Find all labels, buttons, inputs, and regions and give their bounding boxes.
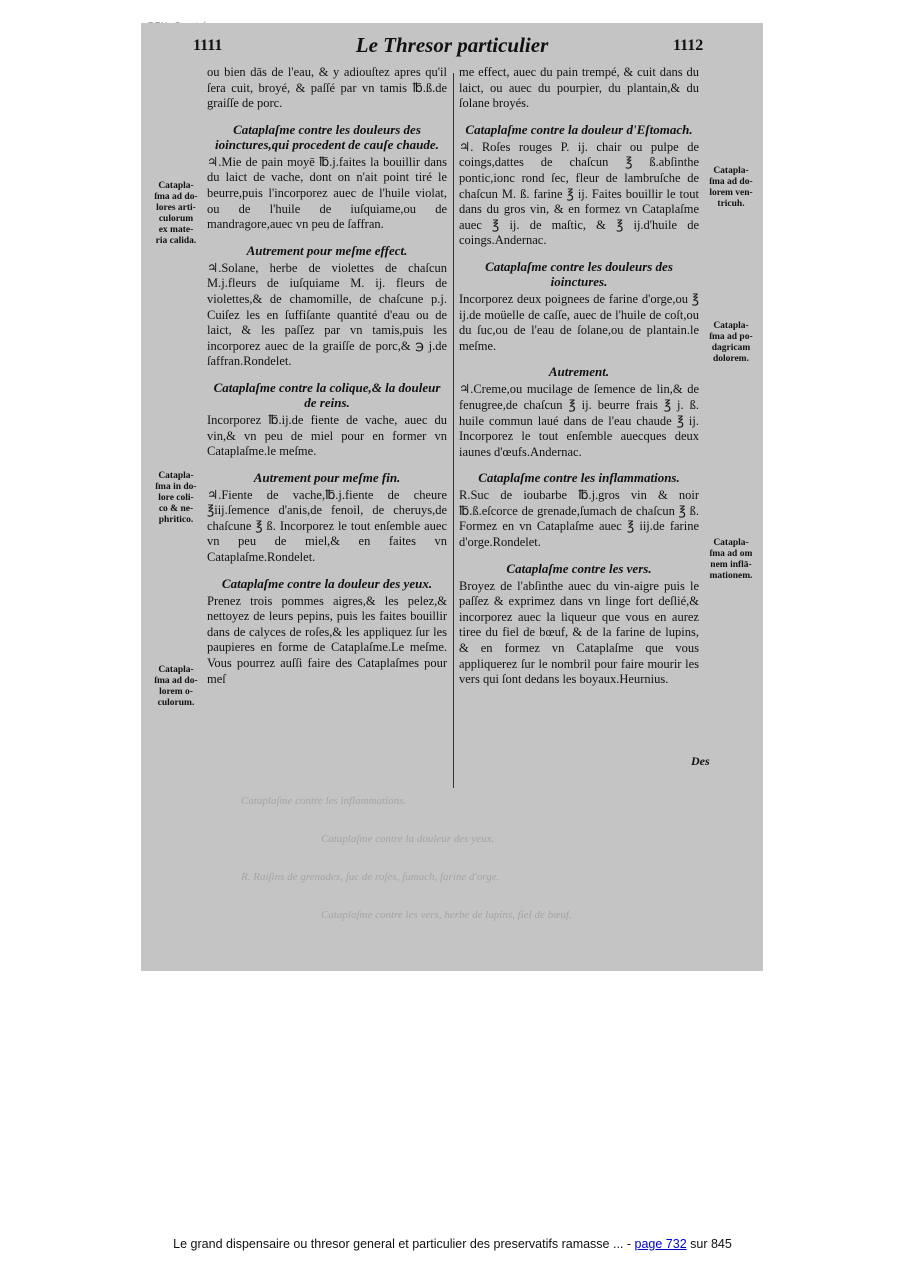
margin-note-colico: Catapla- ſma in do- lore coli- co & ne- phritico. xyxy=(155,471,197,525)
bleed-through-line: R. Raiſins de grenades, ſuc de roſes, ſumach, farine d'orge. xyxy=(241,871,500,883)
left-column-paragraph: ♃.Fiente de vache,℔.j.fiente de cheure ℥iij.ſemence d'anis,de fenoil, de cheruys,de chaſcune ℥ ß. Incorporez le tout enſemble auec vn peu de miel,& en faites vn Cataplaſme.Rondelet. xyxy=(207,487,447,565)
page-link[interactable]: page 732 xyxy=(634,1237,687,1251)
bleed-through-line: Cataplaſme contre la douleur des yeux. xyxy=(321,833,495,845)
left-column-heading: Cataplaſme contre la douleur des yeux. xyxy=(221,575,433,591)
margin-note-articulorum: Catapla- ſma ad do- lores arti- culorum ex mate- ria calida. xyxy=(154,181,198,246)
left-column-paragraph: ♃.Solane, herbe de violettes de chaſcun M.j.fleurs de iuſquiame M. ij. fleurs de violettes,& de chamomille, de chaſcune p.j. Cuiſez les en ſuffiſante quantité d'eau ou de laict, & les paſſez par vn tamis,puis les incorporez auec de la graiſſe de porc,& ℈ j.de ſaffran.Rondelet. xyxy=(207,260,447,369)
right-column-heading: Cataplaſme contre les inflammations. xyxy=(478,470,680,486)
running-title: Le Thresor particulier xyxy=(355,33,549,57)
right-column-paragraph: R.Suc de ioubarbe ℔.j.gros vin & noir ℔.ß.eſcorce de grenade,ſumach de chaſcun ℥ ß. Formez en vn Cataplaſme auec ℥ iij.de farine d'orge.Rondelet. xyxy=(459,488,699,550)
left-column-paragraph: Prenez trois pommes aigres,& les pelez,& nettoyez de leurs pepins, puis les faites bouillir dans de calyces de roſes,& les appliquez ſur les paupieres en forme de Cataplaſme.Le meſme. Vous pourrez auſſi faire des Cataplaſmes pour meſ xyxy=(207,593,447,686)
right-text-column xyxy=(459,65,699,692)
catchword: Des xyxy=(691,754,710,768)
left-text-column xyxy=(207,65,447,691)
right-column-paragraph: ♃. Roſes rouges P. ij. chair ou pulpe de coings,dattes de chaſcun ℥ ß.abſinthe pontic,ionc rond ſec, fleur de lambruſche de chaſcun M. ß. farine ℥ ij. Faites bouillir le tout dans du gros vin, & en formez vn Cataplaſme auec ℥ ij. de maſtic, & ℥ ij.d'huile de coings.Andernac. xyxy=(459,139,699,248)
bleed-through-line: Cataplaſme contre les inflammations. xyxy=(241,795,407,807)
footer-title: Le grand dispensaire ou thresor general et particulier des preservatifs ramasse ... - xyxy=(173,1237,635,1251)
left-column-heading: Cataplaſme contre les douleurs des ioinctures,qui procedent de cauſe chaude. xyxy=(215,121,439,152)
margin-note-ventriculum: Catapla- ſma ad do- lorem ven- tricuh. xyxy=(709,166,753,209)
margin-note-oculorum: Catapla- ſma ad do- lorem o- culorum. xyxy=(154,665,198,708)
footer-page-count: sur 845 xyxy=(686,1237,732,1251)
right-column-paragraph: Incorporez deux poignees de farine d'orge,ou ℥ ij.de moüelle de caſſe, auec de l'huile de coſt,ou du ſuc,ou de l'eau de ſolane,ou de plantain.le meſme. xyxy=(459,291,699,353)
left-column-paragraph: ♃.Mie de pain moyē ℔.j.faites la bouillir dans du laict de vache, dont on n'ait point tiré le beurre,puis l'incorporez auec de l'huile violat, ou de l'huile de iuſquiame,ou de mandragore,auec vn peu de ſaffran. xyxy=(207,154,447,232)
right-column-heading: Cataplaſme contre les douleurs des ioinctures. xyxy=(485,258,673,289)
right-column-heading: Cataplaſme contre la douleur d'Eſtomach. xyxy=(465,121,693,137)
right-column-paragraph: Broyez de l'abſinthe auec du vin-aigre puis le paſſez & exprimez dans vn linge fort deſlié,& incorporez auec la liqueur que vous en aurez tiree du fiel de bœuf, & de la farine de lupins, & en formez vn Cataplaſme que vous appliquerez ſur le nombril pour faire mourir les vers qui ſont dedans les boyaux.Heurnius. xyxy=(459,578,699,687)
column-divider xyxy=(453,73,454,788)
bleed-through-text xyxy=(201,793,721,963)
right-page-number: 1112 xyxy=(673,37,704,54)
right-column-heading: Autrement. xyxy=(548,364,610,380)
left-page-number: 1111 xyxy=(193,37,223,54)
footer-caption xyxy=(0,1237,905,1251)
left-column-heading: Autrement pour meſme effect. xyxy=(246,242,408,258)
left-column-paragraph: ou bien dās de l'eau, & y adiouſtez apres qu'il ſera cuit, broyé, & paſſé par vn tamis ℔.ß.de graiſſe de porc. xyxy=(207,65,447,111)
left-column-heading: Cataplaſme contre la colique,& la douleur de reins. xyxy=(213,379,441,410)
margin-note-inflammationem: Catapla- ſma ad om nem inflā- mationem. xyxy=(709,538,753,581)
right-column-heading: Cataplaſme contre les vers. xyxy=(506,560,652,576)
scanned-page xyxy=(141,23,763,971)
left-column-heading: Autrement pour meſme fin. xyxy=(253,469,401,485)
margin-note-podagricam: Catapla- ſma ad po- dagricam dolorem. xyxy=(709,321,753,364)
right-column-paragraph: me effect, auec du pain trempé, & cuit dans du laict, ou auec du pourpier, du plantain,& du ſolane broyés. xyxy=(459,65,699,111)
bleed-through-line: Cataplaſme contre les vers, herbe de lupins, fiel de bœuf. xyxy=(321,909,572,921)
left-column-paragraph: Incorporez ℔.ij.de fiente de vache, auec du vin,& vn peu de miel pour en former vn Cataplaſme.le meſme. xyxy=(207,412,447,459)
right-column-paragraph: ♃.Creme,ou mucilage de ſemence de lin,& de fenugree,de chaſcun ℥ ij. beurre frais ℥ j. ß. huile commun laué dans de l'eau chaude ℥ ij. Incorporez le tout enſemble auecques deux iaunes d'œufs.Andernac. xyxy=(459,382,699,459)
